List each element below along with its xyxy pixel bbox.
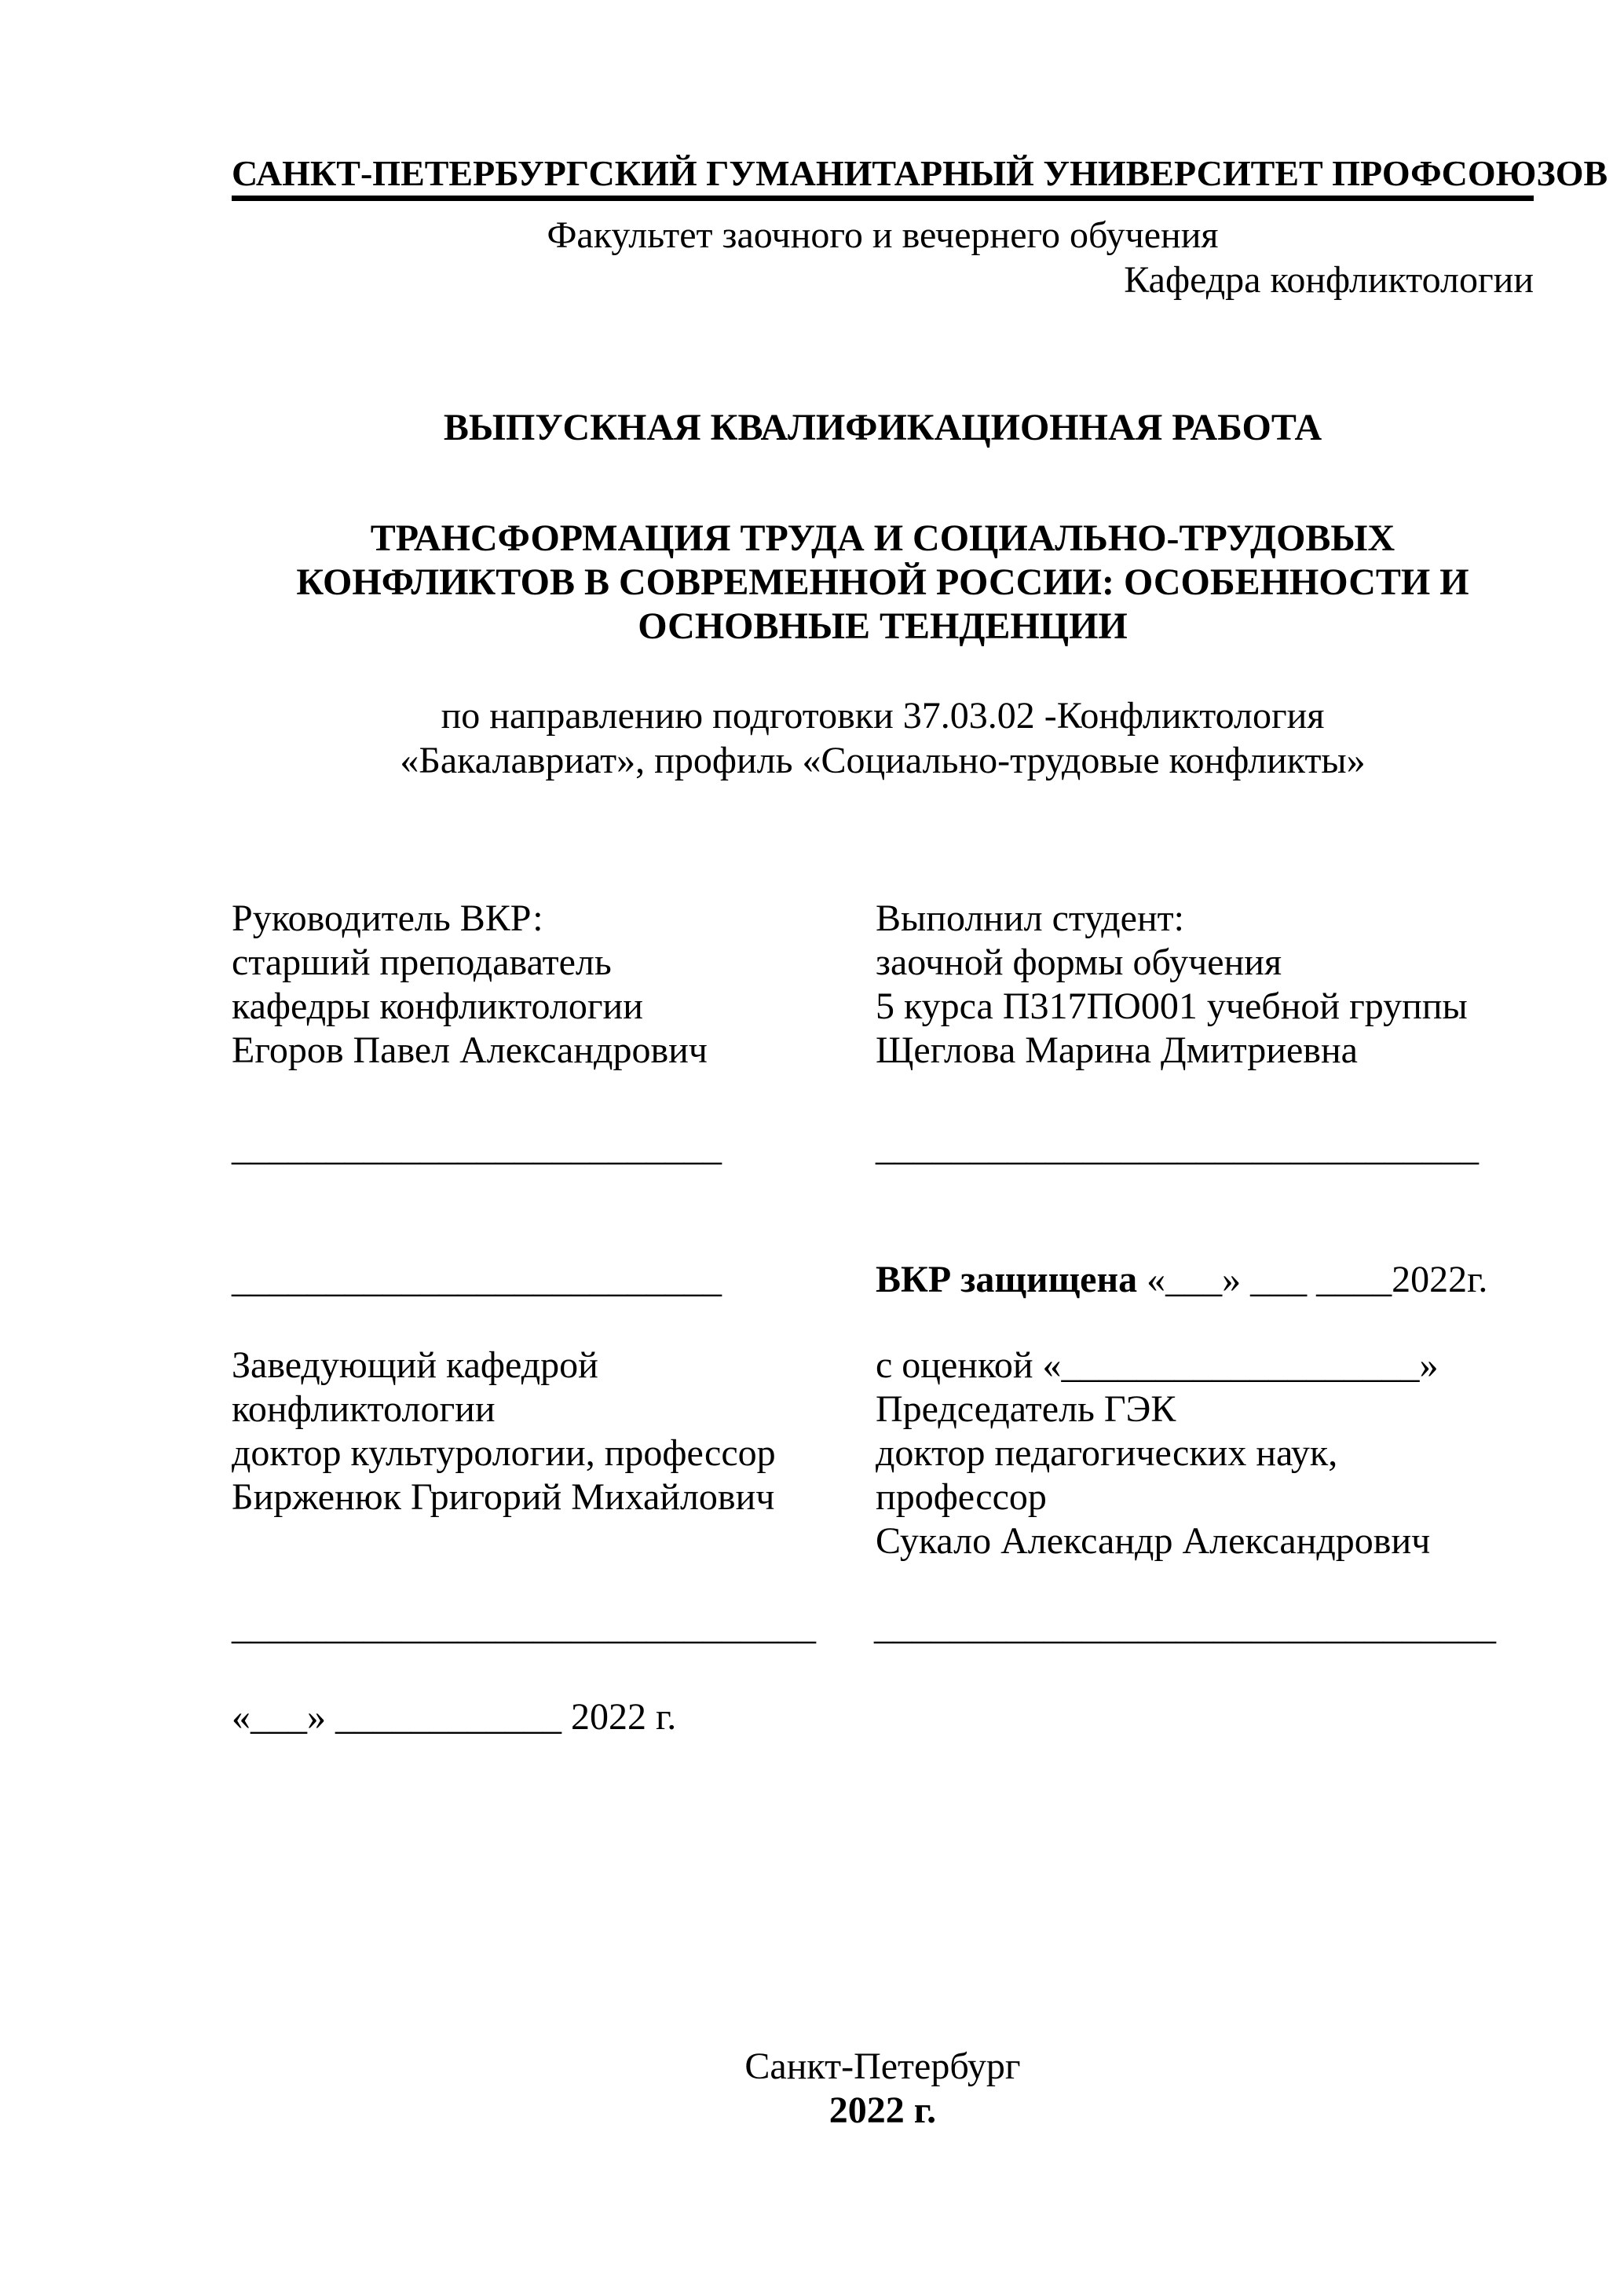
defense-status-label: ВКР защищена: [876, 1259, 1138, 1300]
thesis-title-line: ТРАНСФОРМАЦИЯ ТРУДА И СОЦИАЛЬНО-ТРУДОВЫХ: [370, 517, 1395, 559]
student-name: Щеглова Марина Дмитриевна: [876, 1029, 1358, 1071]
chair-block: [876, 1344, 1559, 1563]
footer-city: Санкт-Петербург: [744, 2046, 1021, 2087]
advisor-signature-line: __________________________: [232, 1127, 722, 1168]
chair-heading: Председатель ГЭК: [876, 1388, 1176, 1430]
advisor-department: кафедры конфликтологии: [232, 985, 643, 1027]
head-name: Бирженюк Григорий Михайлович: [232, 1476, 775, 1518]
thesis-title: [232, 517, 1534, 649]
advisor-block: [232, 897, 876, 1073]
thesis-title-line: ОСНОВНЫЕ ТЕНДЕНЦИИ: [638, 605, 1128, 647]
advisor-name: Егоров Павел Александрович: [232, 1029, 708, 1071]
head-heading-line2: конфликтологии: [232, 1388, 496, 1430]
advisor-heading: Руководитель ВКР:: [232, 898, 543, 939]
head-of-department-block: [232, 1344, 876, 1519]
student-block: [876, 897, 1559, 1073]
footer-year: 2022 г.: [828, 2089, 937, 2131]
chair-rank: профессор: [876, 1476, 1047, 1518]
grade-line: с оценкой «___________________»: [876, 1344, 1439, 1386]
defense-status-line: [876, 1258, 1559, 1301]
faculty-name: Факультет заочного и вечернего обучения: [547, 214, 1219, 256]
student-group: 5 курса П317ПО001 учебной группы: [876, 985, 1468, 1027]
defense-status-blanks: «___» ___ ____2022г.: [1137, 1259, 1488, 1300]
head-date-line: «___» ____________ 2022 г.: [232, 1696, 677, 1738]
head-signature-line: _______________________________: [232, 1606, 816, 1647]
department-name: Кафедра конфликтологии: [1124, 259, 1534, 301]
chair-degree: доктор педагогических наук,: [876, 1432, 1338, 1474]
student-heading: Выполнил студент:: [876, 898, 1184, 939]
advisor-signature-line-2: __________________________: [232, 1259, 722, 1300]
program-direction: по направлению подготовки 37.03.02 -Конфликтология: [441, 695, 1325, 737]
chair-name: Сукало Александр Александрович: [876, 1520, 1431, 1562]
university-name: САНКТ-ПЕТЕРБУРГСКИЙ ГУМАНИТАРНЫЙ УНИВЕРСИТЕТ ПРОФСОЮЗОВ: [232, 153, 1608, 193]
student-signature-line: ________________________________: [876, 1127, 1479, 1168]
head-heading-line1: Заведующий кафедрой: [232, 1344, 598, 1386]
head-degree: доктор культурологии, профессор: [232, 1432, 776, 1474]
student-study-form: заочной формы обучения: [876, 941, 1282, 983]
program-profile: «Бакалавриат», профиль «Социально-трудовые конфликты»: [400, 740, 1366, 781]
header-rule: [232, 196, 1534, 201]
work-type-heading: ВЫПУСКНАЯ КВАЛИФИКАЦИОННАЯ РАБОТА: [443, 407, 1322, 448]
advisor-position: старший преподаватель: [232, 941, 612, 983]
chair-signature-line: _________________________________: [874, 1606, 1496, 1647]
thesis-title-line: КОНФЛИКТОВ В СОВРЕМЕННОЙ РОССИИ: ОСОБЕННОСТИ И: [296, 561, 1469, 603]
